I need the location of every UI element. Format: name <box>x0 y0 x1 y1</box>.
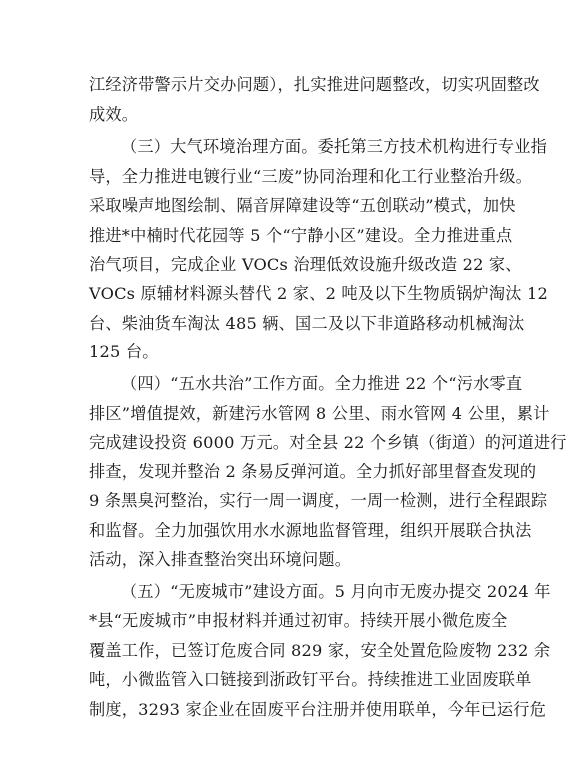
section-4-line-3: 完成建设投资 6000 万元。对全县 22 个乡镇（街道）的河道进行 <box>89 433 567 452</box>
section-3-line-3: 采取噪声地图绘制、隔音屏障建设等“五创联动”模式，加快 <box>89 196 516 215</box>
section-4-line-4: 排查，发现并整治 2 条易反弹河道。全力抓好部里督查发现的 <box>89 462 537 481</box>
section-4-line-5: 9 条黑臭河整治，实行一周一调度，一周一检测，进行全程跟踪 <box>89 491 548 510</box>
section-3-line-7: 台、柴油货车淘汰 485 辆、国二及以下非道路移动机械淘汰 <box>89 314 525 333</box>
section-3-line-5: 治气项目，完成企业 VOCs 治理低效设施升级改造 22 家、 <box>89 255 522 274</box>
section-4-line-2: 排区”增值提效，新建污水管网 8 公里、雨水管网 4 公里，累计 <box>89 404 550 423</box>
paragraph-1-line-2: 成效。 <box>89 105 139 124</box>
section-5-line-1: （五）“无废城市”建设方面。5 月向市无废办提交 2024 年 <box>121 582 551 601</box>
section-3-line-6: VOCs 原辅材料源头替代 2 家、2 吨及以下生物质锅炉淘汰 12 <box>89 284 549 303</box>
section-3-line-8: 125 台。 <box>89 342 159 361</box>
section-3-line-1: （三）大气环境治理方面。委托第三方技术机构进行专业指 <box>121 137 548 156</box>
section-4-line-6: 和监督。全力加强饮用水水源地监督管理，组织开展联合执法 <box>89 521 532 540</box>
section-5-line-4: 吨，小微监管入口链接到浙政钉平台。持续推进工业固废联单 <box>89 670 532 689</box>
section-5-line-2: *县“无废城市”申报材料并通过初审。持续开展小微危废全 <box>89 611 508 630</box>
section-5-line-5: 制度，3293 家企业在固废平台注册并使用联单，今年已运行危 <box>89 700 547 719</box>
section-4-line-1: （四）“五水共治”工作方面。全力推进 22 个“污水零直 <box>121 374 523 393</box>
section-4-line-7: 活动，深入排查整治突出环境问题。 <box>89 550 352 569</box>
section-5-line-3: 覆盖工作，已签订危废合同 829 家，安全处置危险废物 232 余 <box>89 641 551 660</box>
section-3-line-2: 导，全力推进电镀行业“三废”协同治理和化工行业整治升级。 <box>89 167 533 186</box>
paragraph-1-line-1: 江经济带警示片交办问题），扎实推进问题整改，切实巩固整改 <box>89 75 540 94</box>
section-3-line-4: 推进*中楠时代花园等 5 个“宁静小区”建设。全力推进重点 <box>89 226 513 245</box>
